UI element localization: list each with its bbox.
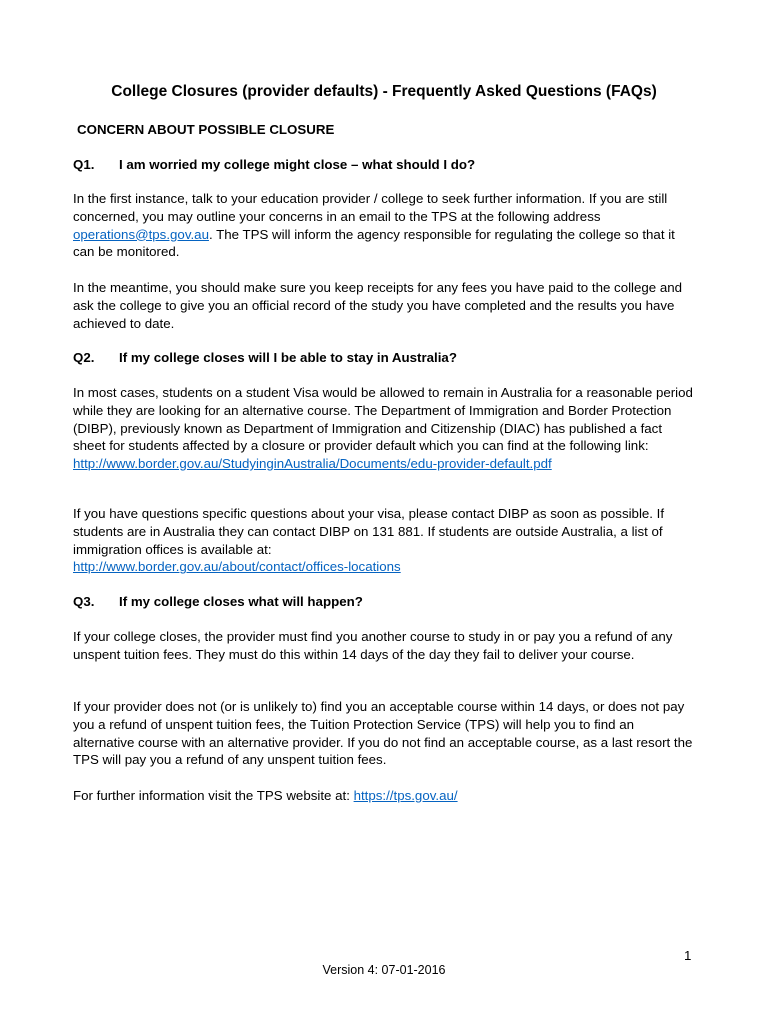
question-2-number: Q2. <box>73 350 95 365</box>
question-1 <box>73 156 698 174</box>
q1-p1-text-before: In the first instance, talk to your education provider / college to seek further information. If you are still concerned, you may outline your concerns in an email to the TPS at the following address <box>73 191 668 224</box>
q2-p1-text-before: In most cases, students on a student Visa would be allowed to remain in Australia for a reasonable period while they are looking for an alternative course. The Department of Immigration and Border Protection (DIBP), previously known as Department of Immigration and Citizenship (DIAC) has published a fact sheet for students affected by a closure or provider default which you can find at the following link: <box>73 385 693 454</box>
page-number: 1 <box>684 948 692 963</box>
question-3-text: If my college closes what will happen? <box>119 594 363 609</box>
offices-locations-link[interactable]: http://www.border.gov.au/about/contact/offices-locations <box>73 559 401 575</box>
q2-paragraph-1 <box>73 384 698 473</box>
q3-p3-text-before: For further information visit the TPS website at: <box>73 788 354 803</box>
question-3-number: Q3. <box>73 594 95 609</box>
tps-email-link[interactable]: operations@tps.gov.au <box>73 226 209 242</box>
version-footer: Version 4: 07-01-2016 <box>322 963 446 977</box>
question-1-number: Q1. <box>73 157 95 172</box>
question-2-text: If my college closes will I be able to stay in Australia? <box>119 350 457 365</box>
question-2 <box>73 349 698 367</box>
q1-paragraph-1 <box>73 190 698 261</box>
section-heading: CONCERN ABOUT POSSIBLE CLOSURE <box>77 122 335 137</box>
question-1-text: I am worried my college might close – what should I do? <box>119 157 476 172</box>
q2-p2-text: If you have questions specific questions about your visa, please contact DIBP as soon as possible. If students are in Australia they can contact DIBP on 131 881. If students are outside Australia, a list of immigration offices is available at: <box>73 506 665 557</box>
dibp-factsheet-link[interactable]: http://www.border.gov.au/StudyinginAustralia/Documents/edu-provider-default.pdf <box>73 456 552 472</box>
q1-p1-text-after: . The TPS will inform the agency responsible for regulating the college so that it can be monitored. <box>73 226 675 260</box>
q3-paragraph-2: If your provider does not (or is unlikely to) find you an acceptable course within 14 days, or does not pay you a refund of unspent tuition fees, the Tuition Protection Service (TPS) will help you to find an alternative course with an alternative provider. If you do not find an acceptable course, as a last resort the TPS will pay you a refund of any unspent tuition fees. <box>73 699 693 768</box>
tps-website-link[interactable]: https://tps.gov.au/ <box>353 788 458 803</box>
question-3 <box>73 593 698 611</box>
q3-paragraph-1: If your college closes, the provider must find you another course to study in or pay you a refund of any unspent tuition fees. They must do this within 14 days of the day they fail to deliver your course. <box>73 629 673 662</box>
q1-paragraph-2: In the meantime, you should make sure you keep receipts for any fees you have paid to the college and ask the college to give you an official record of the study you have completed and the results you have achieved to date. <box>73 280 683 331</box>
page-title: College Closures (provider defaults) - Frequently Asked Questions (FAQs) <box>111 83 657 100</box>
q3-paragraph-3 <box>73 787 698 805</box>
q2-paragraph-2 <box>73 505 698 576</box>
